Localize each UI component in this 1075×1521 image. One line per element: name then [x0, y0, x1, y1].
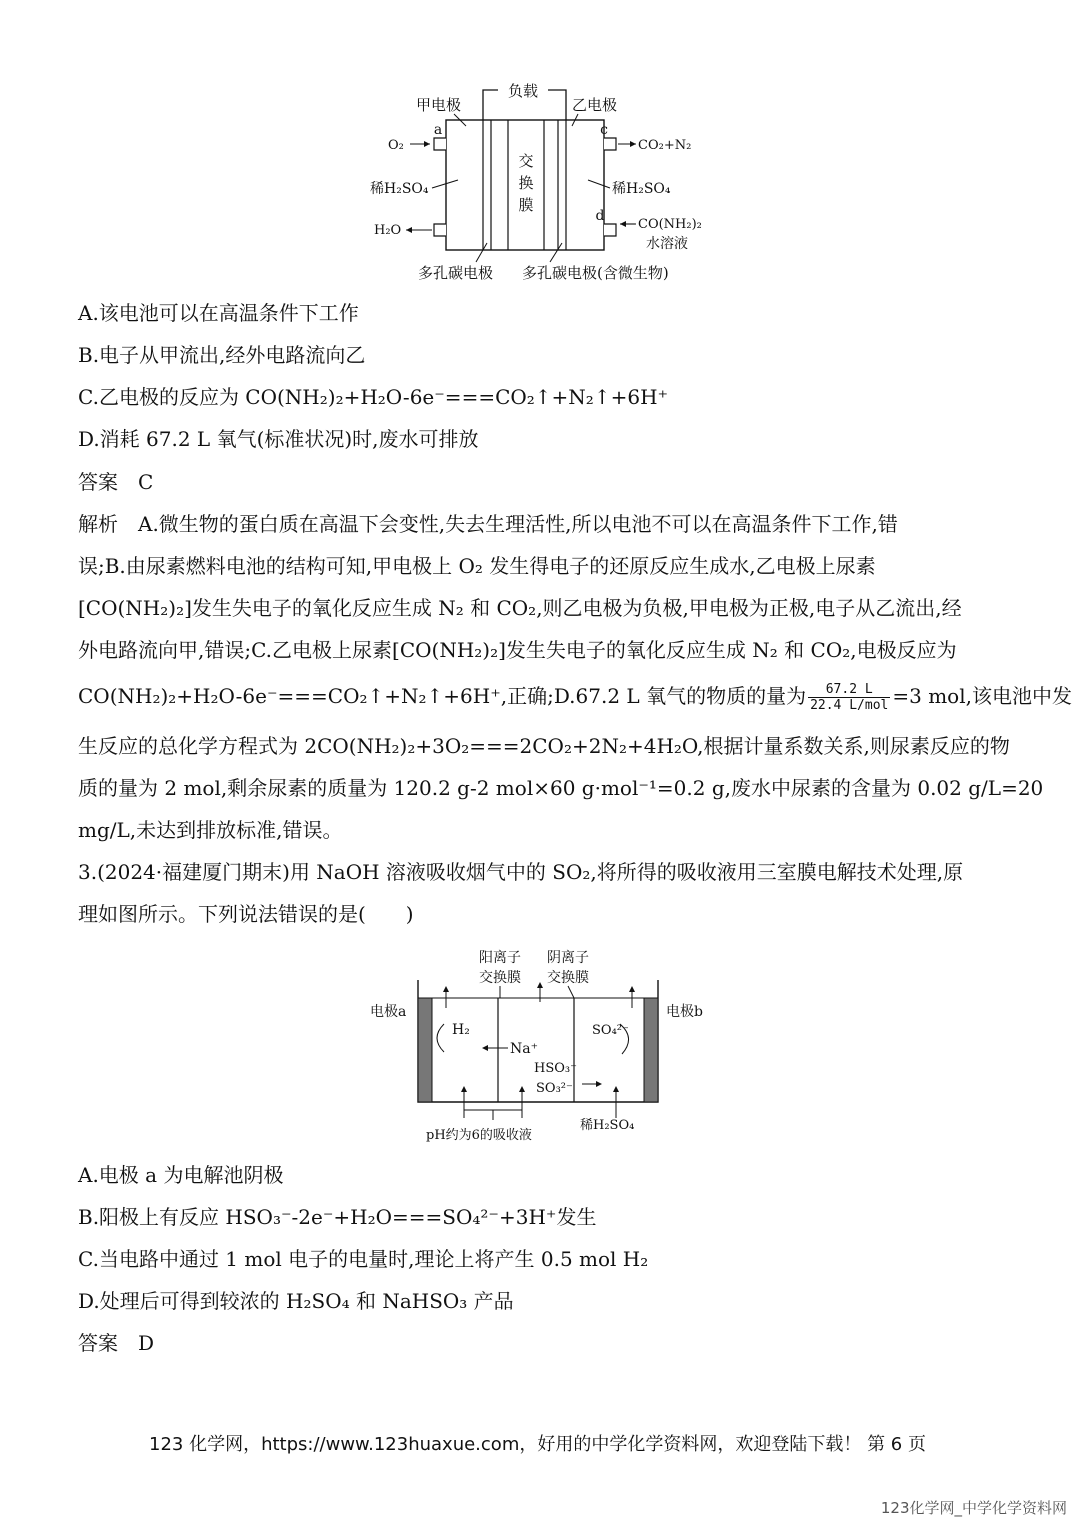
load-wire-right — [548, 90, 566, 120]
h2-gas-arrowhead — [443, 986, 449, 992]
port-a-label: a — [433, 122, 443, 138]
cation-membrane-label-1: 阳离子 — [479, 950, 521, 966]
bottom-right-label: 多孔碳电极(含微生物) — [522, 264, 669, 282]
left-electrode-label: 甲电极 — [416, 96, 462, 114]
port-d-label: d — [595, 208, 605, 224]
membrane-char-1: 交 — [518, 152, 534, 170]
so4-label: SO₄²⁻ — [592, 1023, 629, 1038]
load-label: 负载 — [507, 82, 539, 100]
analysis-line-5a: CO(NH₂)₂+H₂O-6e⁻===CO₂↑+N₂↑+6H⁺,正确;D.67.2 L 氧气的物质的量为 — [78, 684, 807, 708]
analysis-line-6: 生反应的总化学方程式为 2CO(NH₂)₂+3O₂===2CO₂+2N₂+4H₂O,根据计量系数关系,则尿素反应的物 — [78, 734, 1010, 758]
port-b — [434, 224, 446, 236]
option-3b: B.阳极上有反应 HSO₃⁻-2e⁻+H₂O===SO₄²⁻+3H⁺发生 — [78, 1205, 597, 1229]
cation-membrane-label-2: 交换膜 — [479, 970, 521, 986]
bottom-left-leader — [476, 243, 487, 262]
option-1c: C.乙电极的反应为 CO(NH₂)₂+H₂O-6e⁻===CO₂↑+N₂↑+6H⁺ — [78, 385, 669, 409]
question-3-line-2: 理如图所示。下列说法错误的是( ) — [78, 902, 414, 926]
h2o-label: H₂O — [374, 223, 402, 238]
inlet-middle-arrowhead — [519, 1086, 525, 1092]
right-electrode-label: 乙电极 — [572, 96, 618, 114]
urea-arrowhead — [620, 221, 626, 227]
membrane-char-3: 膜 — [518, 196, 534, 214]
absorb-label: pH约为6的吸收液 — [426, 1128, 532, 1143]
option-3d: D.处理后可得到较浓的 H₂SO₄ 和 NaHSO₃ 产品 — [78, 1289, 514, 1313]
h2-label: H₂ — [452, 1022, 470, 1038]
port-c — [604, 138, 616, 150]
anion-membrane-leader — [568, 986, 574, 998]
bottom-left-label: 多孔碳电极 — [418, 264, 494, 282]
option-3a: A.电极 a 为电解池阴极 — [78, 1163, 284, 1187]
option-1d: D.消耗 67.2 L 氧气(标准状况)时,废水可排放 — [78, 427, 479, 451]
electrode-b-label: 电极b — [666, 1004, 703, 1020]
h2o-arrowhead — [406, 227, 412, 233]
right-solution-leader — [588, 180, 610, 188]
so3-label: SO₃²⁻ — [536, 1081, 573, 1096]
urea-solution-label: 水溶液 — [646, 236, 688, 252]
option-3c: C.当电路中通过 1 mol 电子的电量时,理论上将产生 0.5 mol H₂ — [78, 1247, 649, 1271]
electrode-a-label: 电极a — [370, 1004, 407, 1020]
fraction — [808, 682, 890, 713]
page-footer: 123 化学网，https://www.123huaxue.com，好用的中学化学资料网，欢迎登陆下载！ 第 6 页 — [149, 1434, 926, 1455]
analysis-line-7: 质的量为 2 mol,剩余尿素的质量为 120.2 g-2 mol×60 g·mol⁻¹=0.2 g,废水中尿素的含量为 0.02 g/L=20 — [78, 776, 1044, 800]
watermark: 123化学网_中学化学资料网 — [880, 1499, 1067, 1517]
so3-arrowhead — [596, 1081, 602, 1087]
membrane-char-2: 换 — [518, 174, 534, 192]
co2-n2-label: CO₂+N₂ — [638, 138, 692, 153]
o2-label: O₂ — [388, 138, 404, 153]
analysis-line-8: mg/L,未达到排放标准,错误。 — [78, 818, 343, 842]
left-solution-label: 稀H₂SO₄ — [370, 181, 429, 197]
analysis-line-1: 解析 A.微生物的蛋白质在高温下会变性,失去生理活性,所以电池不可以在高温条件下工作,错 — [78, 512, 898, 536]
answer-3: 答案 D — [78, 1331, 155, 1355]
inlet-right-arrowhead — [613, 1086, 619, 1092]
middle-out-arrowhead — [537, 982, 543, 988]
analysis-line-3: [CO(NH₂)₂]发生失电子的氧化反应生成 N₂ 和 CO₂,则乙电极为负极,甲电极为正极,电子从乙流出,经 — [78, 596, 962, 620]
left-solution-leader — [432, 180, 458, 188]
port-a — [434, 138, 446, 150]
na-arrowhead — [482, 1045, 488, 1051]
inlet-left-arrowhead — [461, 1086, 467, 1092]
urea-label: CO(NH₂)₂ — [638, 217, 702, 232]
electrolysis-svg — [360, 942, 720, 1152]
hso3-label: HSO₃⁻ — [534, 1061, 577, 1076]
urea-fuel-cell-diagram — [360, 78, 720, 288]
question-3-line-1: 3.(2024·福建厦门期末)用 NaOH 溶液吸收烟气中的 SO₂,将所得的吸收液用三室膜电解技术处理,原 — [78, 860, 964, 884]
electrode-a — [418, 998, 432, 1102]
anion-membrane-label-2: 交换膜 — [547, 970, 589, 986]
dilute-acid-label: 稀H₂SO₄ — [580, 1118, 635, 1133]
fraction-denominator: 22.4 L/mol — [810, 698, 889, 713]
h2-curve-arrow — [437, 1024, 444, 1052]
analysis-line-2: 误;B.由尿素燃料电池的结构可知,甲电极上 O₂ 发生得电子的还原反应生成水,乙电极上尿素 — [78, 554, 876, 578]
right-solution-label: 稀H₂SO₄ — [612, 181, 671, 197]
analysis-line-5 — [78, 682, 1072, 713]
electrolysis-diagram — [360, 942, 720, 1152]
port-d — [604, 224, 616, 236]
electrode-b — [644, 998, 658, 1102]
co2-arrowhead — [630, 141, 636, 147]
bottom-right-leader — [550, 243, 562, 262]
o2-gas-arrowhead — [629, 986, 635, 992]
port-c-label: c — [600, 122, 608, 138]
answer-1: 答案 C — [78, 470, 154, 494]
option-1a: A.该电池可以在高温条件下工作 — [78, 301, 359, 325]
option-1b: B.电子从甲流出,经外电路流向乙 — [78, 343, 366, 367]
na-label: Na⁺ — [510, 1041, 538, 1057]
analysis-line-4: 外电路流向甲,错误;C.乙电极上尿素[CO(NH₂)₂]发生失电子的氧化反应生成 N₂ 和 CO₂,电极反应为 — [78, 638, 957, 662]
o2-arrowhead — [424, 141, 430, 147]
load-wire-left — [483, 90, 498, 120]
fuel-cell-svg — [360, 78, 720, 288]
fraction-numerator: 67.2 L — [808, 682, 890, 698]
anion-membrane-label-1: 阴离子 — [547, 950, 589, 966]
analysis-line-5b: =3 mol,该电池中发 — [892, 684, 1072, 708]
